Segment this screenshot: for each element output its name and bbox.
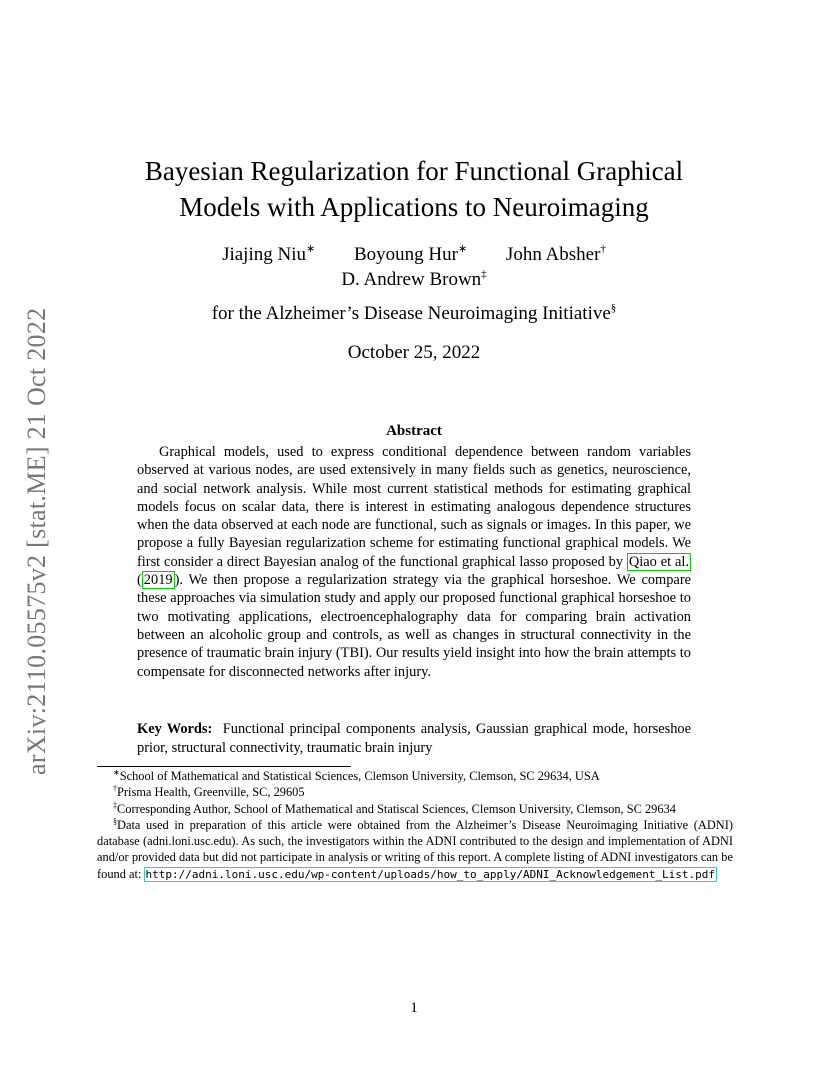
author-list bbox=[100, 242, 728, 292]
page-number: 1 bbox=[410, 1000, 418, 1016]
keywords bbox=[137, 720, 691, 757]
title-line: Models with Applications to Neuroimaging bbox=[179, 192, 649, 222]
author-group: for the Alzheimer’s Disease Neuroimaging Initiative§ bbox=[211, 302, 617, 324]
keywords-label: Key Words: bbox=[137, 721, 213, 737]
title-line: Bayesian Regularization for Functional Graphical bbox=[144, 156, 684, 186]
citation-link[interactable]: Qiao et al. bbox=[628, 553, 689, 570]
footnotes bbox=[97, 768, 733, 883]
author-name: John Absher† bbox=[505, 243, 606, 265]
footnote: †Prisma Health, Greenville, SC, 29605 bbox=[113, 784, 305, 800]
abstract-heading: Abstract bbox=[386, 423, 442, 439]
citation-year-link[interactable]: 2019 bbox=[143, 572, 173, 589]
abstract-body: Graphical models, used to express conditional dependence between random variables observed at various nodes, are used extensively in many fields such as genetics, neuroscience, and social network analysis. While most current statistical methods for estimating graphical models focus on scalar data, there is interest in estimating analogous dependence structures when the data observed at each node are functional, such as signals or images. In this paper, we propose a fully Bayesian regularization scheme for estimating functional graphical models. We first consider a direct Bayesian analog of the functional graphical lasso proposed by Qiao et al. ( 2019 ). We then propose a regularization strategy via the graphical horseshoe. We compare these approaches via simulation study and apply our proposed functional graphical horseshoe to two motivating applications, electroencephalography data for comparing brain activation between an alcoholic group and controls, as well as changes in structural connectivity in the presence of traumatic brain injury (TBI). Our results yield insight into how the brain attempts to compensate for disconnected networks after injury. bbox=[137, 444, 691, 680]
footnote: §Data used in preparation of this article were obtained from the Alzheimer’s Disease Neuroimaging Initiative (ADNI) database (adni.loni.usc.edu). As such, the investigators within the ADNI contributed to the design and implementation of ADNI and/or provided data but did not participate in analysis or writing of this report. A complete listing of ADNI investigators can be found at: http://adni.loni.usc.edu/wp-content/uploads/how_to_apply/ADNI_Acknowledgement_List.pdf bbox=[97, 816, 733, 881]
arxiv-identifier-stamp: arXiv:2110.05575v2 [stat.ME] 21 Oct 2022 bbox=[22, 307, 51, 775]
author-footnote-mark[interactable]: † bbox=[600, 243, 606, 255]
paper-title bbox=[100, 153, 728, 225]
footnote-divider bbox=[97, 766, 351, 767]
footnote: ‡Corresponding Author, School of Mathematical and Statiscal Sciences, Clemson University, Clemson, SC 29634 bbox=[113, 800, 676, 816]
adni-acknowledgement-url[interactable]: http://adni.loni.usc.edu/wp-content/uploads/how_to_apply/ADNI_Acknowledgement_List.pdf bbox=[145, 867, 716, 881]
author-name: Boyoung Hur∗ bbox=[353, 243, 468, 265]
author-footnote-mark[interactable]: ‡ bbox=[481, 268, 487, 280]
author-name: D. Andrew Brown‡ bbox=[341, 268, 487, 290]
keywords-text: Functional principal components analysis, Gaussian graphical mode, horseshoe prior, structural connectivity, traumatic brain injury bbox=[137, 721, 691, 756]
footnote: ∗School of Mathematical and Statistical Sciences, Clemson University, Clemson, SC 29634, USA bbox=[113, 768, 600, 783]
group-footnote-mark[interactable]: § bbox=[610, 302, 617, 314]
author-name: Jiajing Niu∗ bbox=[222, 243, 316, 265]
paper-date: October 25, 2022 bbox=[347, 342, 481, 363]
author-footnote-mark[interactable]: ∗ bbox=[306, 243, 316, 255]
author-footnote-mark[interactable]: ∗ bbox=[457, 243, 468, 255]
